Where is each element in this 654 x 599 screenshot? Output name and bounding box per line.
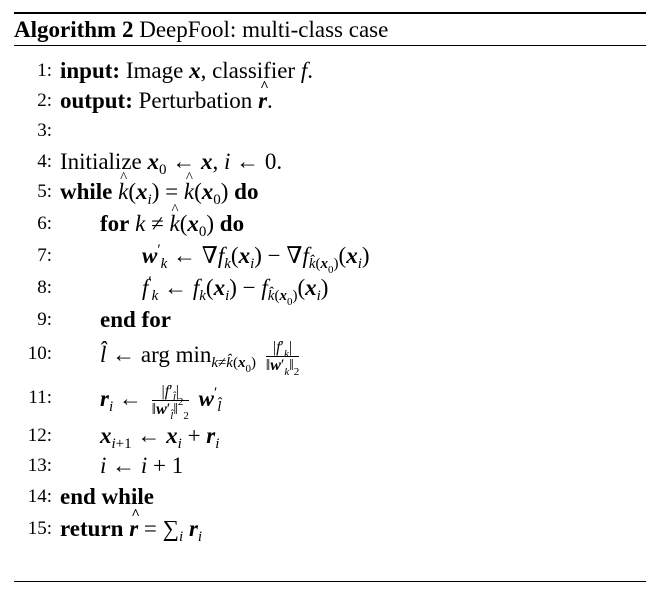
line-body: output: Perturbation ^ r.	[60, 86, 273, 116]
keyword: end for	[100, 307, 171, 332]
algo-line-8	[14, 273, 646, 308]
line-number: 1:	[37, 60, 52, 81]
line-number: 4:	[37, 151, 52, 172]
bottom-rule	[14, 581, 646, 582]
line-number: 13:	[27, 455, 52, 476]
line-body: return ^ $r = \sum_i$ $r_i$	[60, 514, 202, 544]
keyword-end: do	[234, 179, 259, 204]
line-number: 11:	[28, 387, 52, 408]
line-body: while ^ $k(x_i)$ = ^ $k(x_0)$ do	[60, 177, 258, 207]
line-number: 8:	[37, 277, 52, 298]
line-number: 5:	[37, 181, 52, 202]
algorithm-block	[14, 12, 646, 545]
line-body: i ← i + 1	[100, 453, 184, 478]
line-number: 9:	[37, 309, 52, 330]
keyword: output:	[60, 88, 133, 113]
algo-line-13	[14, 451, 646, 481]
algo-line-11	[14, 383, 646, 422]
algo-line-7	[14, 241, 646, 276]
algo-line-3	[14, 116, 646, 146]
keyword: while	[60, 179, 113, 204]
algo-line-1	[14, 56, 646, 86]
line-body: $w'_k$ ← $\nabla f_k(x_i) - \nabla f_{k̂(x_0)}(x_i)$	[142, 242, 370, 276]
line-number: 7:	[37, 245, 52, 266]
keyword: input:	[60, 58, 121, 83]
keyword: for	[100, 211, 130, 236]
keyword: end while	[60, 484, 154, 509]
line-number: 12:	[27, 425, 52, 446]
line-body: Initialize $x_0$ ← x, i ← 0.	[60, 149, 283, 178]
line-number: 15:	[27, 518, 52, 539]
algo-line-14	[14, 482, 646, 512]
algo-line-6	[14, 209, 646, 239]
caption-label: Algorithm 2	[14, 17, 134, 42]
keyword-end: do	[219, 211, 245, 236]
algo-line-9	[14, 305, 646, 335]
line-body: $f'_k$ ← $f_k(x_i) - f_{k̂(x_0)}(x_i)$	[142, 274, 329, 308]
algo-line-2	[14, 86, 646, 116]
algo-line-12	[14, 421, 646, 451]
algorithm-caption	[14, 14, 646, 45]
caption-rule	[14, 45, 646, 46]
line-body: input: Image x, classifier f.	[60, 58, 313, 83]
line-body: $r_i$ ← $\frac{|f'_{l̂}|}{‖w'_{l̂}‖^2_2}$ $w'_{l̂}$	[100, 383, 222, 422]
line-number: 6:	[37, 213, 52, 234]
keyword: return	[60, 516, 124, 541]
line-body: for k ≠ ^ $k(x_0)$ do	[100, 209, 244, 239]
algo-line-10	[14, 339, 646, 378]
algo-line-15	[14, 514, 646, 544]
line-body: $x_{i+1}$ ← $x_i + r_i$	[100, 423, 220, 452]
caption-title: DeepFool: multi-class case	[139, 17, 389, 42]
line-body	[100, 305, 171, 335]
line-number: 2:	[37, 90, 52, 111]
line-number: 3:	[37, 120, 52, 141]
line-body: l̂ ← arg $\min_{k\ne k̂(x_0)}$ $\frac{|f'_k|}{‖w'_k‖_2}$	[100, 339, 300, 378]
line-number: 14:	[27, 486, 52, 507]
algo-line-4	[14, 147, 646, 177]
algo-line-5	[14, 177, 646, 207]
line-number: 10:	[27, 343, 52, 364]
